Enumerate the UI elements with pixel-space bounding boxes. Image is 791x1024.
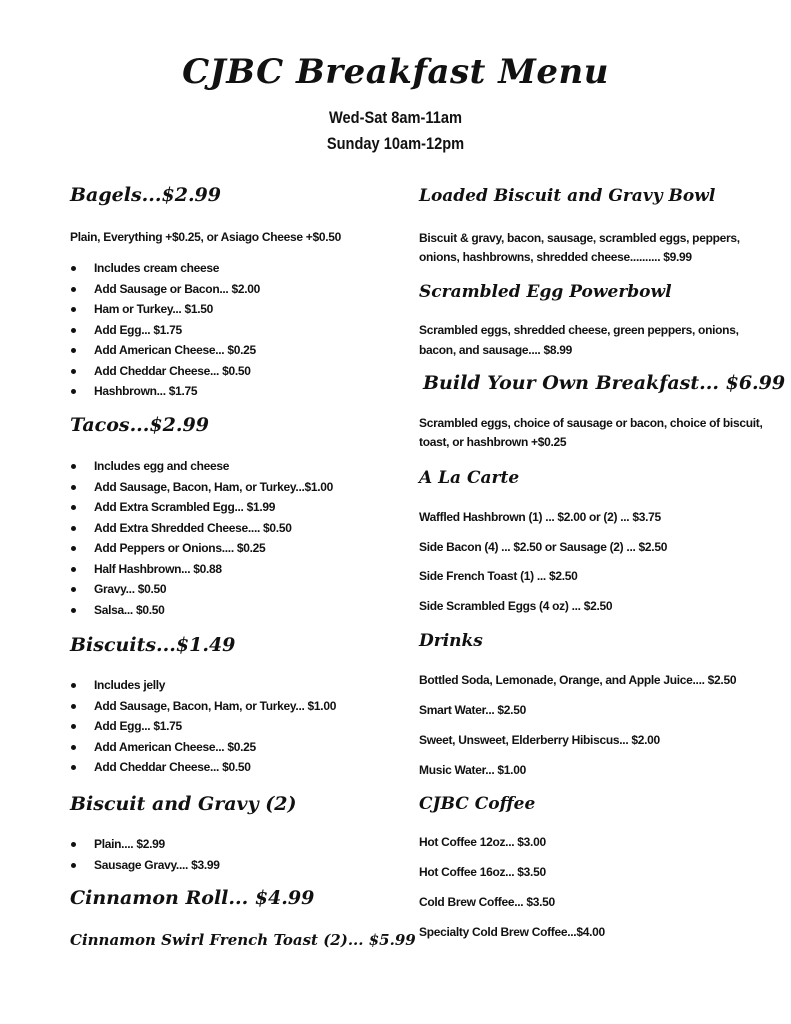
list-item: Add Egg... $1.75 — [70, 716, 336, 737]
coffee-item: Hot Coffee 16oz... $3.50 — [419, 865, 546, 879]
coffee-item: Specialty Cold Brew Coffee...$4.00 — [419, 925, 605, 939]
list-item: Add American Cheese... $0.25 — [70, 340, 260, 361]
cinnamon-roll-heading: Cinnamon Roll... $4.99 — [70, 887, 315, 909]
list-item: Add Sausage, Bacon, Ham, or Turkey...$1.00 — [70, 477, 333, 498]
bagels-description: Plain, Everything +$0.25, or Asiago Cheese +$0.50 — [70, 230, 341, 244]
loaded-bowl-desc-line1: Biscuit & gravy, bacon, sausage, scrambled eggs, peppers, — [419, 231, 740, 245]
biscuits-heading: Biscuits...$1.49 — [70, 634, 236, 656]
loaded-bowl-desc-line2: onions, hashbrowns, shredded cheese.......... $9.99 — [419, 250, 692, 264]
byo-desc-line1: Scrambled eggs, choice of sausage or bacon, choice of biscuit, — [419, 416, 763, 430]
byo-heading: Build Your Own Breakfast... $6.99 — [423, 372, 786, 394]
menu-title: CJBC Breakfast Menu — [182, 52, 609, 92]
drinks-item: Smart Water... $2.50 — [419, 703, 526, 717]
list-item: Add Sausage or Bacon... $2.00 — [70, 279, 260, 300]
list-item: Add American Cheese... $0.25 — [70, 737, 336, 758]
list-item: Half Hashbrown... $0.88 — [70, 559, 333, 580]
list-item: Sausage Gravy.... $3.99 — [70, 855, 220, 876]
list-item: Ham or Turkey... $1.50 — [70, 299, 260, 320]
alacarte-item: Side Scrambled Eggs (4 oz) ... $2.50 — [419, 599, 613, 613]
list-item: Hashbrown... $1.75 — [70, 381, 260, 402]
list-item: Add Peppers or Onions.... $0.25 — [70, 538, 333, 559]
list-item: Includes egg and cheese — [70, 456, 333, 477]
list-item: Includes cream cheese — [70, 258, 260, 279]
list-item: Plain.... $2.99 — [70, 834, 220, 855]
coffee-item: Cold Brew Coffee... $3.50 — [419, 895, 555, 909]
list-item: Add Extra Shredded Cheese.... $0.50 — [70, 518, 333, 539]
list-item: Add Cheddar Cheese... $0.50 — [70, 757, 336, 778]
french-toast-heading: Cinnamon Swirl French Toast (2)... $5.99 — [70, 931, 416, 949]
list-item: Add Cheddar Cheese... $0.50 — [70, 361, 260, 382]
coffee-item: Hot Coffee 12oz... $3.00 — [419, 835, 546, 849]
drinks-heading: Drinks — [419, 631, 483, 651]
drinks-item: Bottled Soda, Lemonade, Orange, and Apple Juice.... $2.50 — [419, 673, 737, 687]
byo-desc-line2: toast, or hashbrown +$0.25 — [419, 435, 567, 449]
powerbowl-heading: Scrambled Egg Powerbowl — [419, 282, 672, 302]
powerbowl-desc-line1: Scrambled eggs, shredded cheese, green peppers, onions, — [419, 323, 739, 337]
alacarte-item: Waffled Hashbrown (1) ... $2.00 or (2) ... $3.75 — [419, 510, 661, 524]
list-item: Gravy... $0.50 — [70, 579, 333, 600]
biscuit-gravy-heading: Biscuit and Gravy (2) — [70, 793, 297, 815]
list-item: Add Sausage, Bacon, Ham, or Turkey... $1.00 — [70, 696, 336, 717]
hours-sunday: Sunday 10am-12pm — [326, 134, 465, 153]
drinks-item: Sweet, Unsweet, Elderberry Hibiscus... $2.00 — [419, 733, 660, 747]
drinks-item: Music Water... $1.00 — [419, 763, 526, 777]
alacarte-item: Side Bacon (4) ... $2.50 or Sausage (2) ... $2.50 — [419, 540, 668, 554]
list-item: Add Egg... $1.75 — [70, 320, 260, 341]
alacarte-heading: A La Carte — [419, 468, 520, 488]
biscuits-list — [70, 675, 336, 778]
bagels-heading: Bagels...$2.99 — [70, 184, 221, 206]
tacos-list — [70, 456, 333, 620]
coffee-heading: CJBC Coffee — [419, 794, 536, 814]
loaded-bowl-heading: Loaded Biscuit and Gravy Bowl — [419, 186, 716, 206]
list-item: Includes jelly — [70, 675, 336, 696]
tacos-heading: Tacos...$2.99 — [70, 414, 209, 436]
biscuit-gravy-list — [70, 834, 220, 875]
alacarte-item: Side French Toast (1) ... $2.50 — [419, 569, 578, 583]
bagels-list — [70, 258, 260, 402]
powerbowl-desc-line2: bacon, and sausage.... $8.99 — [419, 343, 573, 357]
list-item: Add Extra Scrambled Egg... $1.99 — [70, 497, 333, 518]
list-item: Salsa... $0.50 — [70, 600, 333, 621]
hours-weekday: Wed-Sat 8am-11am — [328, 108, 463, 127]
